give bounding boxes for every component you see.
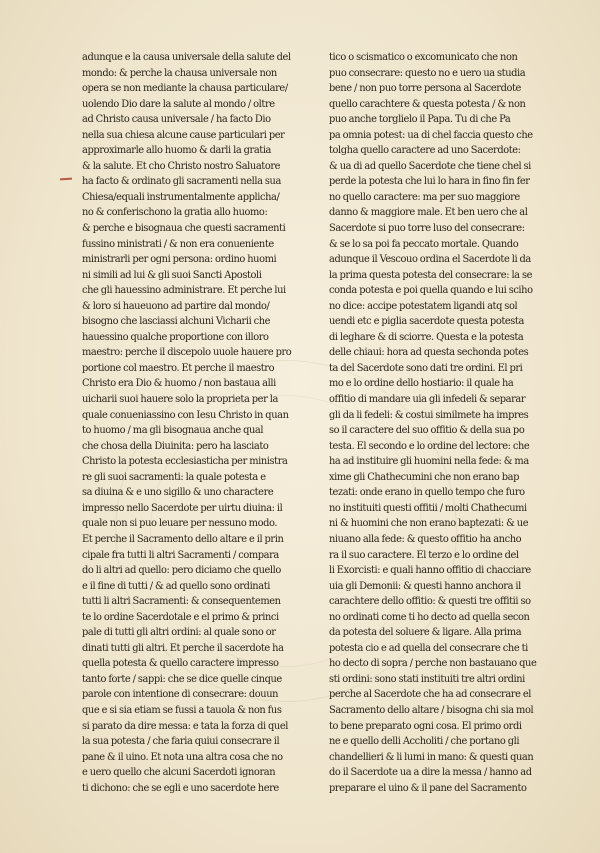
text-line: conda potesta e poi quella quando e lui sciho xyxy=(329,284,533,297)
margin-mark xyxy=(60,178,72,181)
text-line: danno & maggiore male. Et ben uero che al xyxy=(329,206,528,219)
text-line: Christo la potesta ecclesiasticha per ministra xyxy=(82,455,288,468)
text-line: & la salute. Et cho Christo nostro Saluatore xyxy=(82,159,281,172)
text-line: offitio di mandare uia gli infedeli & separar xyxy=(329,393,526,406)
text-line: tico o scismatico o excomunicato che non xyxy=(329,51,518,63)
text-line: sti ordini: sono stati instituiti tre altri ordini xyxy=(329,672,525,685)
text-line: ha ad instituire gli huomini nella fede: & ma xyxy=(329,455,529,468)
text-line: adunque il Vescouo ordina el Sacerdote li da xyxy=(329,253,531,266)
text-line: ni simili ad lui & gli suoi Sancti Apostoli xyxy=(82,268,262,281)
text-line: pane & il uino. Et nota una altra cosa che no xyxy=(82,750,283,763)
text-line: & perche e bisognaua che questi sacramenti xyxy=(82,222,286,235)
text-line: pale di tutti gli altri ordini: al quale sono or xyxy=(82,626,276,639)
text-line: & se lo sa poi fa peccato mortale. Quando xyxy=(329,237,519,250)
text-line: carachtere dello offitio: & questi tre offitii so xyxy=(329,595,531,608)
text-line: mo e lo ordine dello hostiario: il quale ha xyxy=(329,377,514,390)
text-line: tolgha quello caractere ad uno Sacerdote: xyxy=(329,144,521,157)
text-line: to huomo / ma gli bisognaua anche qual xyxy=(82,424,264,437)
text-line: approximarle allo huomo & darli la gratia xyxy=(82,144,272,157)
text-line: che gli hauessino administrare. Et perche lui xyxy=(82,284,286,297)
text-line: bene / non puo torre persona al Sacerdote xyxy=(329,82,521,95)
text-line: che chosa della Diuinita: pero ha lasciato xyxy=(82,439,269,452)
text-line: ad Christo causa universale / ha facto Dio xyxy=(82,113,271,126)
text-line: ra il suo caractere. El terzo e lo ordine del xyxy=(329,548,519,561)
text-line: bisogno che lasciassi alchuni Vicharii che xyxy=(82,315,271,328)
text-line: delle chiaui: hora ad questa sechonda potes xyxy=(329,346,529,359)
text-line: ne e quello delli Accholiti / che portano gli xyxy=(329,735,520,748)
text-line: puo consecrare: questo no e uero ua studia xyxy=(329,66,526,79)
text-line: no instituiti questi offitii / molti Chathecumi xyxy=(329,501,527,514)
text-line: nella sua chiesa alcune cause particulari per xyxy=(82,128,285,141)
text-line: potesta cio e ad quella del consecrare che ti xyxy=(329,641,528,654)
text-line: so il caractere del suo offitio & della sua po xyxy=(329,424,525,437)
text-line: perche al Sacerdote che ha ad consecrare el xyxy=(329,688,531,701)
text-line: quello carachtere & questa potesta / & non xyxy=(329,97,526,110)
text-line: Chiesa/equali instrumentalmente applicha/ xyxy=(82,190,280,203)
text-line: do il Sacerdote ua a dire la messa / hanno ad xyxy=(329,766,532,779)
text-line: pa omnia potest: ua di chel faccia questo che xyxy=(329,128,533,141)
text-line: di leghare & di sciorre. Questa e la potesta xyxy=(329,330,524,343)
text-line: da potesta del soluere & ligare. Alla prima xyxy=(329,626,522,639)
text-line: ha facto & ordinato gli sacramenti nella sua xyxy=(82,175,281,188)
text-line: no quello caractere: ma per suo maggiore xyxy=(329,190,520,203)
text-line: perde la potesta che lui lo hara in fino fin fer xyxy=(329,175,530,188)
text-line: que e si sia etiam se fussi a tauola & non fus xyxy=(82,703,282,716)
text-line: fussino ministrati / & non era conueniente xyxy=(82,237,274,250)
text-line: opera se non mediante la chausa particulare/ xyxy=(82,82,288,95)
text-line: dinati tutti gli altri. Et perche il sacerdote ha xyxy=(82,641,284,654)
text-line: ti dichono: che se egli e uno sacerdote here xyxy=(82,781,279,794)
text-line: chandellieri & li lumi in mano: & questi quan xyxy=(329,750,534,763)
text-line: no & conferischono la gratia allo huomo: xyxy=(82,206,268,219)
text-line: ta del Sacerdote sono dati tre ordini. El pri xyxy=(329,361,523,374)
text-line: cipale fra tutti li altri Sacramenti / compara xyxy=(82,548,279,561)
text-line: re gli suoi sacramenti: la quale potesta e xyxy=(82,470,266,483)
text-line: quella potesta & quello caractere impresso xyxy=(82,657,279,670)
text-line: li Exorcisti: e quali hanno offitio di chacciare xyxy=(329,564,531,577)
text-line: uia gli Demonii: & questi hanno anchora il xyxy=(329,579,521,592)
text-line: no dice: accipe potestatem ligandi atq sol xyxy=(329,299,518,312)
text-line: parole con intentione di consecrare: douun xyxy=(82,688,279,701)
text-line: ho decto di sopra / perche non bastauano que xyxy=(329,657,537,670)
text-line: adunque e la causa universale della salute del xyxy=(82,51,291,63)
text-line: uendi etc e piglia sacerdote questa potesta xyxy=(329,315,524,328)
text-line: la prima questa potesta del consecrare: la se xyxy=(329,268,533,281)
text-line: uolendo Dio dare la salute al mondo / oltre xyxy=(82,97,275,110)
text-line: do li altri ad quello: pero diciamo che quello xyxy=(82,564,281,577)
text-line: niuano alla fede: & questo offitio ha ancho xyxy=(329,532,522,545)
text-line: tezati: onde erano in quello tempo che furo xyxy=(329,486,525,499)
text-line: puo anche torglielo il Papa. Tu di che Pa xyxy=(329,113,511,126)
text-line: sa diuina & e uno sigillo & uno charactere xyxy=(82,486,274,499)
text-line: Christo era Dio & huomo / non bastaua alli xyxy=(82,377,276,390)
text-line: si parato da dire messa: e tata la forza di quel xyxy=(82,719,288,732)
text-line: no ordinati come ti ho decto ad quella secon xyxy=(329,610,530,623)
left-text-column xyxy=(82,50,314,796)
text-line: testa. El secondo e lo ordine del lectore: che xyxy=(329,439,530,452)
text-line: ni & huomini che non erano baptezati: & ue xyxy=(329,517,529,530)
text-line: la sua potesta / che faria quiui consecrare il xyxy=(82,735,280,748)
text-line: & loro si haueuono ad partire dal mondo/ xyxy=(82,299,270,312)
text-line: te lo ordine Sacerdotale e el primo & princi xyxy=(82,610,279,623)
text-line: to bene preparato ogni cosa. El primo ordi xyxy=(329,719,522,732)
text-line: mondo: & perche la chausa universale non xyxy=(82,66,277,79)
text-line: tutti li altri Sacramenti: & consequentemen xyxy=(82,595,281,608)
text-line: tanto forte / sappi: che se dice quelle cinque xyxy=(82,672,282,685)
text-line: ministrarli per ogni persona: ordino huomi xyxy=(82,253,277,266)
text-line: Et perche il Sacramento dello altare e il prin xyxy=(82,532,284,545)
text-line: e uero quello che alcuni Sacerdoti ignoran xyxy=(82,766,276,779)
text-line: Sacramento dello altare / bisogna chi sia mol xyxy=(329,703,534,716)
text-line: portione col maestro. Et perche il maestro xyxy=(82,361,275,374)
text-line: preparare el uino & il pane del Sacramento xyxy=(329,781,527,794)
text-line: gli da li fedeli: & costui similmete ha impres xyxy=(329,408,529,421)
text-line: quale conueniassino con Iesu Christo in quan xyxy=(82,408,289,421)
text-line: e il fine di tutti / & ad quello sono ordinati xyxy=(82,579,270,592)
text-line: xime gli Chathecumini che non erano bap xyxy=(329,470,519,483)
text-line: Sacerdote si puo torre luso del consecrare: xyxy=(329,222,525,235)
text-line: maestro: perche il discepolo uuole hauere pro xyxy=(82,346,292,359)
text-line: & ua di ad quello Sacerdote che tiene chel si xyxy=(329,159,531,172)
text-line: impresso nello Sacerdote per uirtu diuina: il xyxy=(82,501,283,514)
text-line: uicharii suoi hauere solo la proprieta per la xyxy=(82,393,278,406)
text-line: hauessino qualche proportione con illoro xyxy=(82,330,269,343)
right-text-column xyxy=(329,50,561,796)
text-line: quale non si puo leuare per nessuno modo. xyxy=(82,517,278,530)
